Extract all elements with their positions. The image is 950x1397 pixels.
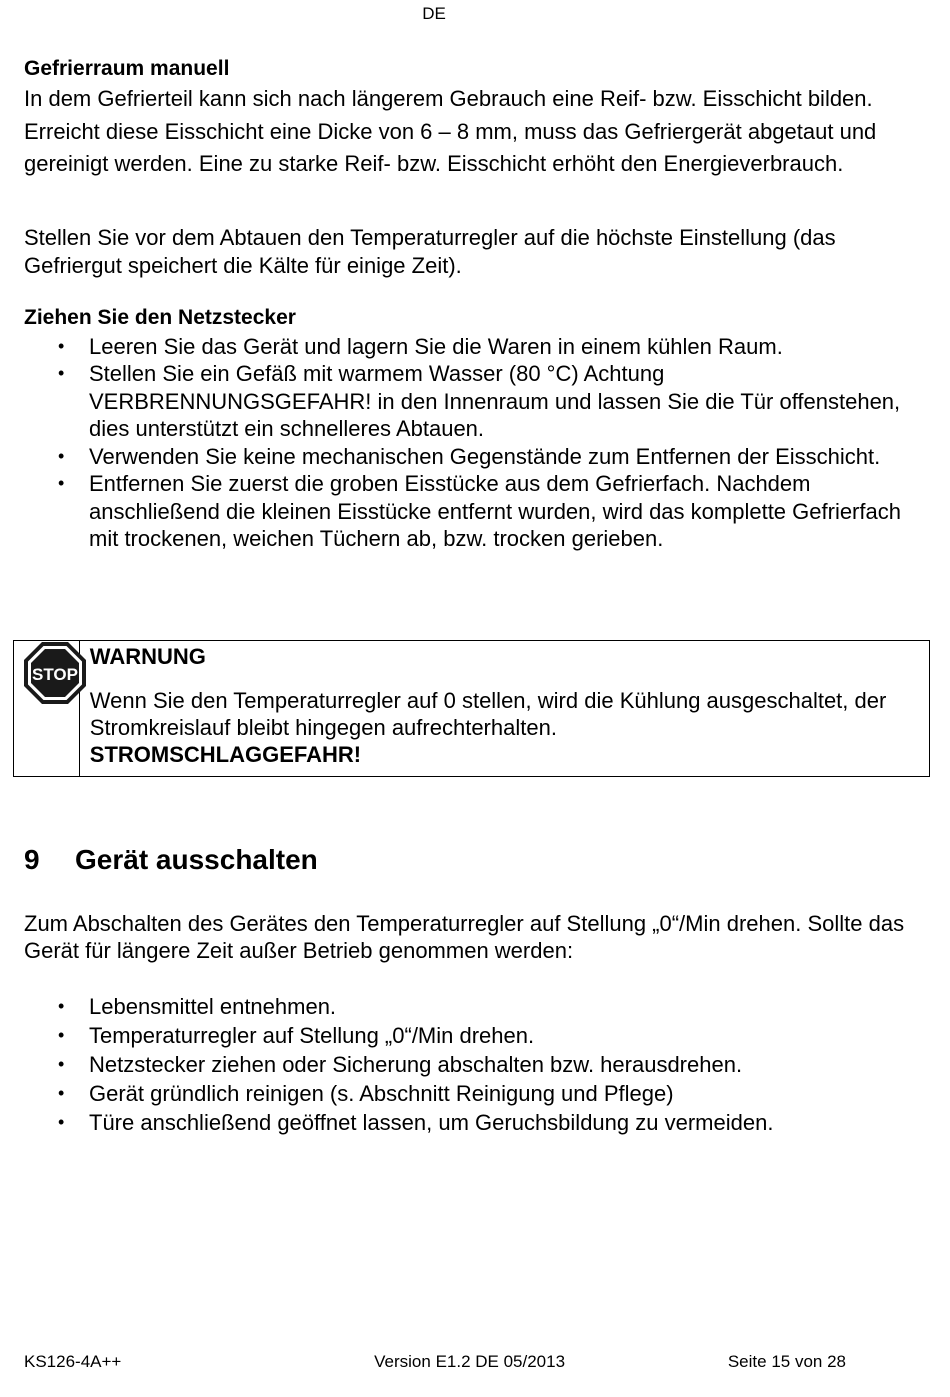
section-number: 9 [24,844,40,875]
footer-version: Version E1.2 DE 05/2013 [374,1352,566,1371]
warning-emphasis: STROMSCHLAGGEFAHR! [89,742,362,767]
manual-defrost-title: Gefrierraum manuell [24,57,230,80]
bullet-icon: • [58,1083,65,1103]
stop-sign-icon [23,641,87,705]
switch-off-section [24,910,934,1137]
switch-off-intro: Zum Abschalten des Gerätes den Temperaturregler auf Stellung „0“/Min drehen. Sollte das Gerät für längere Zeit außer Betrieb genommen werden: [24,911,905,963]
manual-defrost-section [24,55,929,553]
list-item: • Lebensmittel entnehmen. [58,994,337,1019]
list-item: • Entfernen Sie zuerst die groben Eisstücke aus dem Gefrierfach. Nachdem anschließend die kleinen Eisstücke entfernt wurden, wird das komplette Gefrierfach mit trockenen, weichen Tüchern ab, bzw. trocken gerieben. [58,471,901,551]
list-item: • Türe anschließend geöffnet lassen, um Geruchsbildung zu vermeiden. [58,1110,774,1135]
warning-text-cell [80,641,929,776]
bullet-icon: • [58,1054,65,1074]
list-item: • Temperaturregler auf Stellung „0“/Min drehen. [58,1023,535,1048]
defrost-steps-list [24,333,929,553]
bullet-icon: • [58,335,65,356]
bullet-icon: • [58,363,65,383]
list-item: • Stellen Sie ein Gefäß mit warmem Wasser (80 °C) Achtung VERBRENNUNGSGEFAHR! in den Innenraum und lassen Sie die Tür offenstehen, dies unterstützt ein schnelleres Abtauen. [58,361,901,441]
bullet-icon: • [58,445,65,466]
warning-box [13,640,930,777]
section-title: Gerät ausschalten [75,844,318,875]
page-language-header: DE [422,4,446,23]
warning-title: WARNUNG [89,644,206,669]
list-item: • Netzstecker ziehen oder Sicherung abschalten bzw. herausdrehen. [58,1052,743,1077]
stop-sign-text: STOP [32,665,78,684]
footer-page-number: Seite 15 von 28 [727,1352,846,1371]
unplug-subtitle: Ziehen Sie den Netzstecker [24,305,296,329]
page-footer [24,1352,846,1372]
bullet-icon: • [58,1112,65,1132]
list-item: • Verwenden Sie keine mechanischen Gegenstände zum Entfernen der Eisschicht. [58,443,881,469]
warning-body: Wenn Sie den Temperaturregler auf 0 stellen, wird die Kühlung ausgeschaltet, der Stromkreislauf bleibt hingegen aufrechterhalten. STROMSCHLAGGEFAHR! [90,687,929,768]
warning-icon-cell [14,641,80,776]
bullet-icon: • [58,473,65,493]
footer-model: KS126-4A++ [24,1352,122,1371]
manual-defrost-paragraph-2: Stellen Sie vor dem Abtauen den Temperaturregler auf die höchste Einstellung (das Gefriergut speichert die Kälte für einige Zeit). [24,224,836,278]
manual-defrost-paragraph-1: In dem Gefrierteil kann sich nach längerem Gebrauch eine Reif- bzw. Eisschicht bilden. Erreicht diese Eisschicht eine Dicke von 6 – 8 mm, muss das Gefriergerät abgetaut und gereinigt werden. Eine zu starke Reif- bzw. Eisschicht erhöht den Energieverbrauch. [24,86,877,176]
list-item: • Gerät gründlich reinigen (s. Abschnitt Reinigung und Pflege) [58,1081,674,1106]
section-heading [24,842,318,878]
list-item: • Leeren Sie das Gerät und lagern Sie die Waren in einem kühlen Raum. [58,333,783,359]
switch-off-list [24,992,934,1137]
bullet-icon: • [58,1025,65,1045]
bullet-icon: • [58,996,65,1016]
